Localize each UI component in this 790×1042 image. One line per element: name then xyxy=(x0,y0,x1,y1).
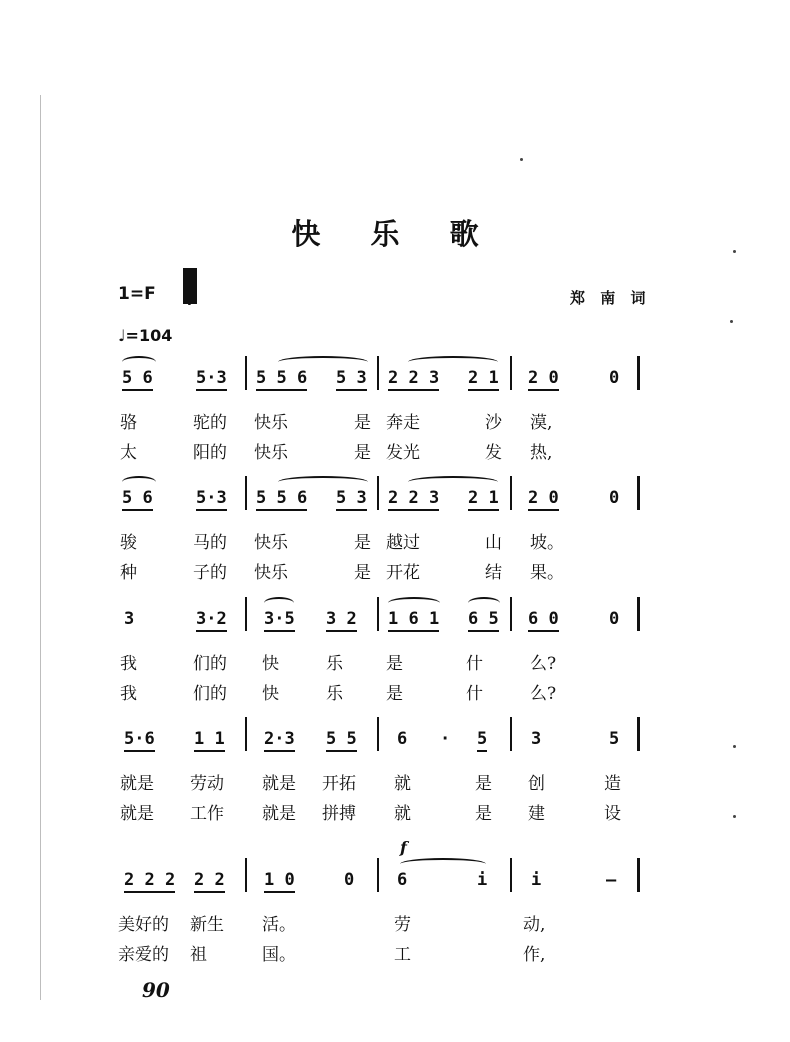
note-group: 3 xyxy=(531,729,542,749)
lyric: 开拓 xyxy=(322,774,356,794)
score-system-4 xyxy=(0,729,790,851)
lyric: 是 xyxy=(354,533,371,553)
note-group: 3 xyxy=(124,609,135,629)
song-title: 快 乐 歌 xyxy=(291,217,499,251)
lyric: 国。 xyxy=(262,945,296,965)
note-group: 6 5 xyxy=(468,609,499,632)
note-group: 2 0 xyxy=(528,488,559,511)
lyric: 就是 xyxy=(262,774,296,794)
lyric: 太 xyxy=(120,443,137,463)
lyric: 们的 xyxy=(193,684,227,704)
note-group: 2·3 xyxy=(264,729,295,752)
note-group: 0 xyxy=(609,609,620,629)
note-group: 3·2 xyxy=(196,609,227,632)
note-group: 5 5 6 xyxy=(256,368,307,391)
note-group: 5·6 xyxy=(124,729,155,752)
lyric: 造 xyxy=(604,774,621,794)
note-group: 5 3 xyxy=(336,368,367,391)
lyric: 就是 xyxy=(262,804,296,824)
lyric: 亲爱的 xyxy=(118,945,169,965)
lyric: 阳的 xyxy=(193,443,227,463)
note-group: 3·5 xyxy=(264,609,295,632)
lyric: 新生 xyxy=(190,915,224,935)
lyric: 什 xyxy=(466,684,483,704)
lyric: 骏 xyxy=(120,533,137,553)
lyric: 快乐 xyxy=(254,563,288,583)
lyric: 是 xyxy=(475,804,492,824)
score-system-2 xyxy=(0,488,790,610)
lyric: 是 xyxy=(386,654,403,674)
note-group: 2 1 xyxy=(468,488,499,511)
scan-speck xyxy=(733,745,736,748)
note-group: 5 5 xyxy=(326,729,357,752)
lyric: 热, xyxy=(530,443,553,463)
lyric: 建 xyxy=(528,804,545,824)
lyric: 我 xyxy=(120,654,137,674)
note-group: 3 2 xyxy=(326,609,357,632)
note-group: 1 0 xyxy=(264,870,295,893)
note-group: 1 1 xyxy=(194,729,225,752)
lyric: 结 xyxy=(485,563,502,583)
lyric: 劳动 xyxy=(190,774,224,794)
note-group: 0 xyxy=(344,870,355,890)
lyric: 劳 xyxy=(394,915,411,935)
lyric: 就 xyxy=(394,774,411,794)
lyric: 拼搏 xyxy=(322,804,356,824)
lyric: 美好的 xyxy=(118,915,169,935)
lyric: 骆 xyxy=(120,413,137,433)
lyric: 创 xyxy=(528,774,545,794)
lyric: 什 xyxy=(466,654,483,674)
note-group: 1 6 1 xyxy=(388,609,439,632)
note-group: 5·3 xyxy=(196,368,227,391)
lyric: 是 xyxy=(354,443,371,463)
lyric: 坡。 xyxy=(530,533,564,553)
note-group: 5 5 6 xyxy=(256,488,307,511)
lyricist-credit: 郑 南 词 xyxy=(570,289,651,307)
lyric: 快乐 xyxy=(254,533,288,553)
note-group: 2 2 2 xyxy=(124,870,175,893)
note-group: i xyxy=(477,870,488,890)
lyric: 快乐 xyxy=(254,413,288,433)
note-group: 5 6 xyxy=(122,488,153,511)
lyric: 发 xyxy=(485,443,502,463)
score-system-3 xyxy=(0,609,790,731)
lyric: 是 xyxy=(354,413,371,433)
lyric: 设 xyxy=(604,804,621,824)
lyric: 越过 xyxy=(386,533,420,553)
lyric: 快 xyxy=(262,654,279,674)
note-group: 6 xyxy=(397,870,408,890)
note-group: 2 2 xyxy=(194,870,225,893)
lyric: 快乐 xyxy=(254,443,288,463)
note-group: 2 2 3 xyxy=(388,368,439,391)
note-group: · xyxy=(440,729,451,749)
note-group: 0 xyxy=(609,368,620,388)
note-group: 0 xyxy=(609,488,620,508)
lyric: 子的 xyxy=(193,563,227,583)
note-group: — xyxy=(606,870,617,890)
lyric: 是 xyxy=(475,774,492,794)
lyric: 山 xyxy=(485,533,502,553)
lyric: 就 xyxy=(394,804,411,824)
scan-speck xyxy=(733,815,736,818)
lyric: 马的 xyxy=(193,533,227,553)
lyric: 发光 xyxy=(386,443,420,463)
scan-speck xyxy=(733,250,736,253)
lyric: 们的 xyxy=(193,654,227,674)
lyric: 工作 xyxy=(190,804,224,824)
scan-speck xyxy=(730,320,733,323)
scan-speck xyxy=(520,158,523,161)
note-group: 2 1 xyxy=(468,368,499,391)
lyric: 作, xyxy=(523,945,546,965)
lyric: 漠, xyxy=(530,413,553,433)
tempo-marking: ♩=104 xyxy=(118,326,173,345)
score-system-5 xyxy=(0,838,790,992)
lyric: 活。 xyxy=(262,915,296,935)
lyric: 工 xyxy=(394,945,411,965)
lyric: 开花 xyxy=(386,563,420,583)
lyric: 快 xyxy=(262,684,279,704)
lyric: 么? xyxy=(530,654,557,674)
lyric: 是 xyxy=(386,684,403,704)
lyric: 就是 xyxy=(120,804,154,824)
page-number: 90 xyxy=(142,978,170,1002)
note-group: 5 3 xyxy=(336,488,367,511)
lyric: 么? xyxy=(530,684,557,704)
score-system-1 xyxy=(0,368,790,490)
lyric: 动, xyxy=(523,915,546,935)
lyric: 乐 xyxy=(326,654,343,674)
lyric: 驼的 xyxy=(193,413,227,433)
note-group: 5 6 xyxy=(122,368,153,391)
lyric: 就是 xyxy=(120,774,154,794)
note-group: 6 0 xyxy=(528,609,559,632)
dynamic-marking: f xyxy=(400,838,407,857)
lyric: 沙 xyxy=(485,413,502,433)
lyric: 果。 xyxy=(530,563,564,583)
lyric: 乐 xyxy=(326,684,343,704)
note-group: 5 xyxy=(477,729,487,752)
lyric: 是 xyxy=(354,563,371,583)
lyric: 祖 xyxy=(190,945,207,965)
lyric: 奔走 xyxy=(386,413,420,433)
note-group: 5 xyxy=(609,729,620,749)
lyric: 种 xyxy=(120,563,137,583)
note-group: 6 xyxy=(397,729,408,749)
lyric: 我 xyxy=(120,684,137,704)
time-signature xyxy=(183,279,193,309)
note-group: i xyxy=(531,870,542,890)
note-group: 2 2 3 xyxy=(388,488,439,511)
note-group: 2 0 xyxy=(528,368,559,391)
key-signature: 1=F xyxy=(118,284,156,304)
note-group: 5·3 xyxy=(196,488,227,511)
